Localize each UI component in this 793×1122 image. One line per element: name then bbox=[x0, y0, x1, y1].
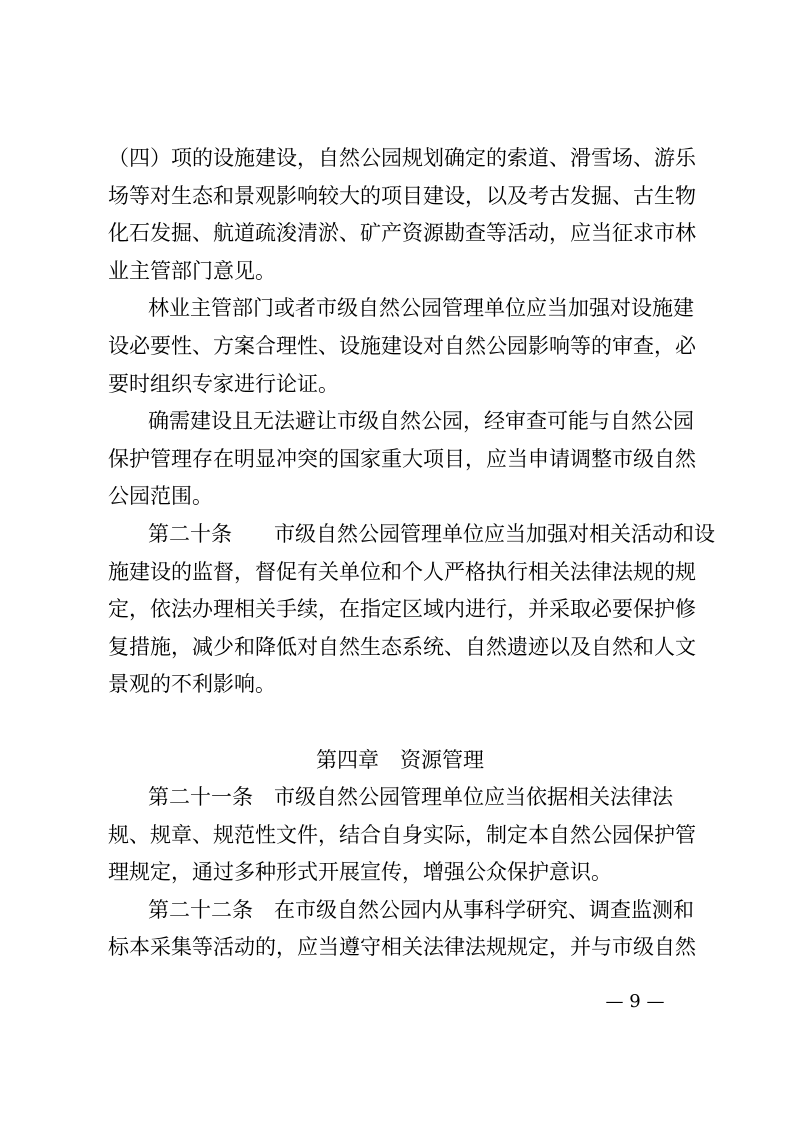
article-number: 第二十二条 bbox=[148, 897, 253, 922]
text-line: 林业主管部门或者市级自然公园管理单位应当加强对设施建 bbox=[148, 296, 694, 321]
chapter-number: 第四章 bbox=[316, 747, 379, 772]
article-text: 在市级自然公园内从事科学研究、调查监测和 bbox=[274, 897, 694, 922]
article-text: 市级自然公园管理单位应当依据相关法律法 bbox=[274, 785, 673, 810]
text-line: 理规定，通过多种形式开展宣传，增强公众保护意识。 bbox=[108, 860, 612, 885]
text-line: 确需建设且无法避让市级自然公园，经审查可能与自然公园 bbox=[148, 409, 694, 434]
blank-line bbox=[108, 704, 692, 742]
article-number: 第二十一条 bbox=[148, 785, 253, 810]
text-line: 要时组织专家进行论证。 bbox=[108, 371, 339, 396]
text-line: 复措施，减少和降低对自然生态系统、自然遗迹以及自然和人文 bbox=[108, 634, 696, 659]
article-text: 市级自然公园管理单位应当加强对相关活动和设 bbox=[274, 521, 715, 546]
text-line: （四）项的设施建设，自然公园规划确定的索道、滑雪场、游乐 bbox=[108, 146, 696, 170]
text-line: 公园范围。 bbox=[108, 484, 213, 509]
document-body bbox=[108, 140, 715, 967]
page-number: — 9 — bbox=[605, 991, 665, 1012]
text-line: 定，依法办理相关手续，在指定区域内进行，并采取必要保护修 bbox=[108, 597, 696, 622]
chapter-title: 资源管理 bbox=[400, 747, 484, 772]
text-line: 业主管部门意见。 bbox=[108, 258, 276, 283]
text-line: 景观的不利影响。 bbox=[108, 672, 276, 697]
chapter-heading bbox=[108, 742, 692, 780]
article-21-first-line bbox=[108, 779, 692, 817]
article-20-first-line bbox=[108, 516, 715, 554]
article-number: 第二十条 bbox=[148, 521, 232, 546]
text-line: 场等对生态和景观影响较大的项目建设，以及考古发掘、古生物 bbox=[108, 183, 696, 208]
article-22-first-line bbox=[108, 892, 692, 930]
text-line: 设必要性、方案合理性、设施建设对自然公园影响等的审查，必 bbox=[108, 333, 696, 358]
text-line: 标本采集等活动的，应当遵守相关法律法规规定，并与市级自然 bbox=[108, 935, 696, 960]
text-line: 规、规章、规范性文件，结合自身实际，制定本自然公园保护管 bbox=[108, 822, 696, 847]
text-line: 施建设的监督，督促有关单位和个人严格执行相关法律法规的规 bbox=[108, 559, 696, 584]
text-line: 保护管理存在明显冲突的国家重大项目，应当申请调整市级自然 bbox=[108, 446, 696, 471]
text-line: 化石发掘、航道疏浚清淤、矿产资源勘查等活动，应当征求市林 bbox=[108, 221, 696, 246]
